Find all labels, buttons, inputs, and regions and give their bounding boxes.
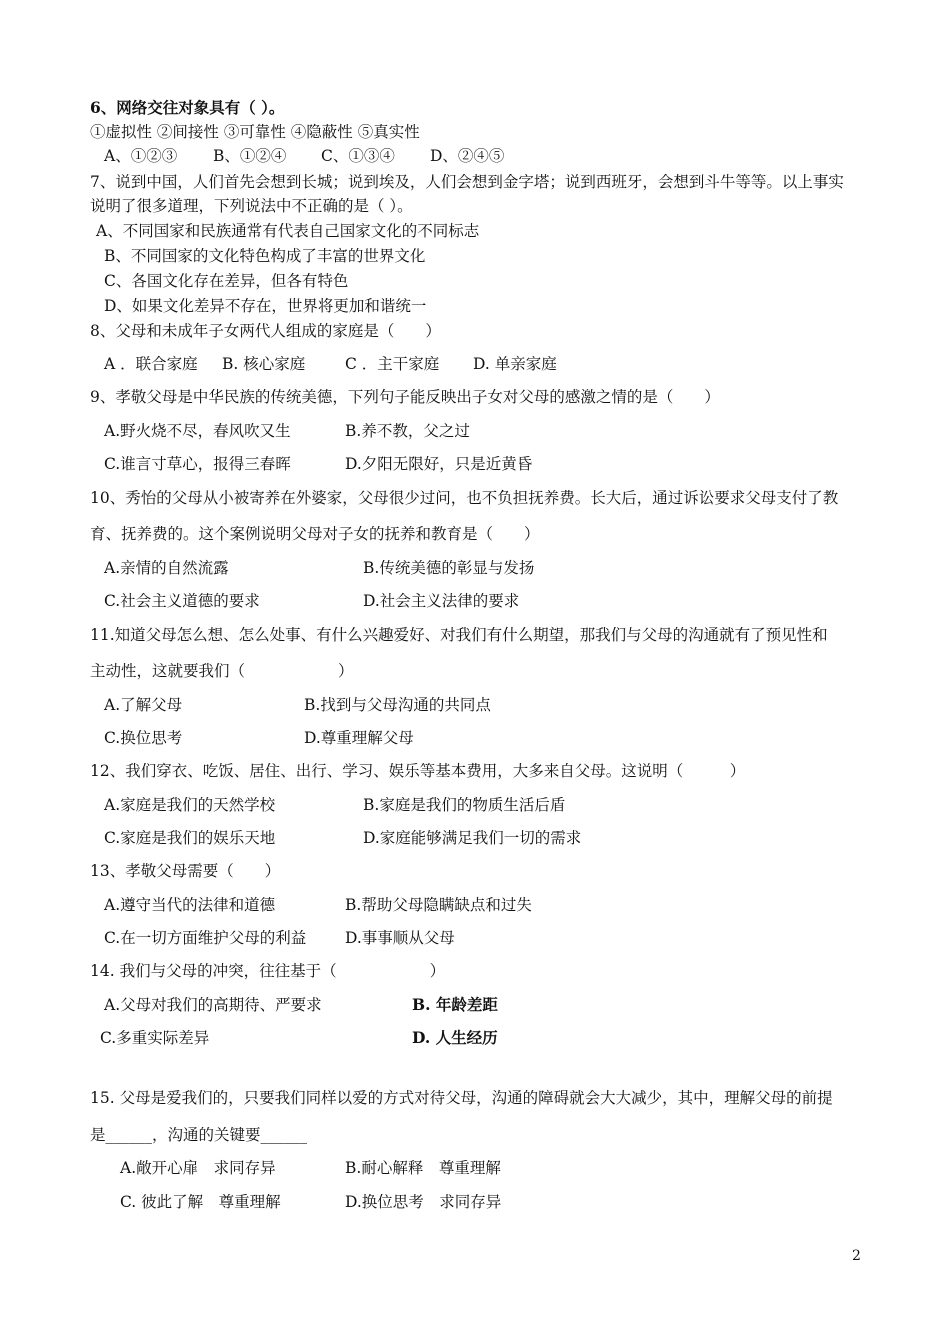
q11-option-b: B.找到与父母沟通的共同点 [304,696,491,714]
q10-option-a: A.亲情的自然流露 [104,559,229,577]
q11-option-c: C.换位思考 [104,729,183,747]
q10-option-c: C.社会主义道德的要求 [104,592,260,610]
q12-option-b: B.家庭是我们的物质生活后盾 [363,796,566,814]
q10-option-d: D.社会主义法律的要求 [363,592,520,610]
q6-option-d: D、②④⑤ [430,147,505,165]
q14-stem: 14. 我们与父母的冲突，往往基于（ ） [90,962,446,980]
q11-stem-line1: 11.知道父母怎么想、怎么处事、有什么兴趣爱好、对我们有什么期望，那我们与父母的沟通就有了预见性和 [90,626,828,644]
q8-option-c: C ．主干家庭 [345,355,440,373]
q7-option-d: D、如果文化差异不存在，世界将更加和谐统一 [104,297,427,315]
q15-option-b: B.耐心解释 尊重理解 [345,1159,501,1177]
q12-option-a: A.家庭是我们的天然学校 [104,796,276,814]
q9-option-c: C.谁言寸草心，报得三春晖 [104,455,291,473]
q7-stem-line1: 7、说到中国，人们首先会想到长城；说到埃及，人们会想到金字塔；说到西班牙，会想到斗牛等等。以上事实 [90,173,844,191]
q11-stem-line2: 主动性，这就要我们（ ） [90,662,354,680]
q8-option-d: D. 单亲家庭 [473,355,557,373]
q12-option-d: D.家庭能够满足我们一切的需求 [363,829,582,847]
q13-option-d: D.事事顺从父母 [345,929,455,947]
q6-option-c: C、①③④ [321,147,395,165]
q9-option-a: A.野火烧不尽，春风吹又生 [104,422,291,440]
q7-option-a: A、不同国家和民族通常有代表自己国家文化的不同标志 [96,222,480,240]
q10-stem-line2: 育、抚养费的。这个案例说明父母对子女的抚养和教育是（ ） [90,525,540,543]
q8-option-a: A ．联合家庭 [104,355,198,373]
q14-option-b: B. 年龄差距 [412,995,498,1014]
q13-option-a: A.遵守当代的法律和道德 [104,896,276,914]
q7-option-c: C、各国文化存在差异，但各有特色 [104,272,349,290]
q15-stem-line2: 是______，沟通的关键要______ [90,1126,308,1144]
q7-option-b: B、不同国家的文化特色构成了丰富的世界文化 [104,247,426,265]
q11-option-a: A.了解父母 [104,696,183,714]
q14-option-d: D. 人生经历 [412,1028,498,1047]
q6-option-a: A、①②③ [104,147,178,165]
q9-option-d: D.夕阳无限好，只是近黄昏 [345,455,533,473]
q14-option-a: A.父母对我们的高期待、严要求 [104,996,322,1014]
q6-stem: 6、网络交往对象具有（ ）。 [90,98,285,117]
q13-option-b: B.帮助父母隐瞒缺点和过失 [345,896,532,914]
q8-stem: 8、父母和未成年子女两代人组成的家庭是（ ） [90,322,441,340]
q15-option-d: D.换位思考 求同存异 [345,1193,502,1211]
q7-stem-line2: 说明了很多道理，下列说法中不正确的是（ ）。 [90,197,413,215]
q9-option-b: B.养不教，父之过 [345,422,470,440]
q10-stem-line1: 10、秀怡的父母从小被寄养在外婆家，父母很少过问，也不负担抚养费。长大后，通过诉讼要求父母支付了教 [90,489,839,507]
q13-stem: 13、孝敬父母需要（ ） [90,862,281,880]
page-number: 2 [852,1248,861,1264]
q6-option-b: B、①②④ [213,147,287,165]
q15-stem-line1: 15. 父母是爱我们的，只要我们同样以爱的方式对待父母，沟通的障碍就会大大减少，其中，理解父母的前提 [90,1089,833,1107]
q8-option-b: B. 核心家庭 [222,355,306,373]
q9-stem: 9、孝敬父母是中华民族的传统美德，下列句子能反映出子女对父母的感激之情的是（ ） [90,388,720,406]
q6-items: ①虚拟性 ②间接性 ③可靠性 ④隐蔽性 ⑤真实性 [90,123,420,141]
q11-option-d: D.尊重理解父母 [304,729,414,747]
q15-option-a: A.敞开心扉 求同存异 [120,1159,276,1177]
q12-option-c: C.家庭是我们的娱乐天地 [104,829,276,847]
q12-stem: 12、我们穿衣、吃饭、居住、出行、学习、娱乐等基本费用，大多来自父母。这说明（ ） [90,762,746,780]
q14-option-c: C.多重实际差异 [100,1029,210,1047]
q10-option-b: B.传统美德的彰显与发扬 [363,559,535,577]
q13-option-c: C.在一切方面维护父母的利益 [104,929,307,947]
q15-option-c: C. 彼此了解 尊重理解 [120,1193,281,1211]
